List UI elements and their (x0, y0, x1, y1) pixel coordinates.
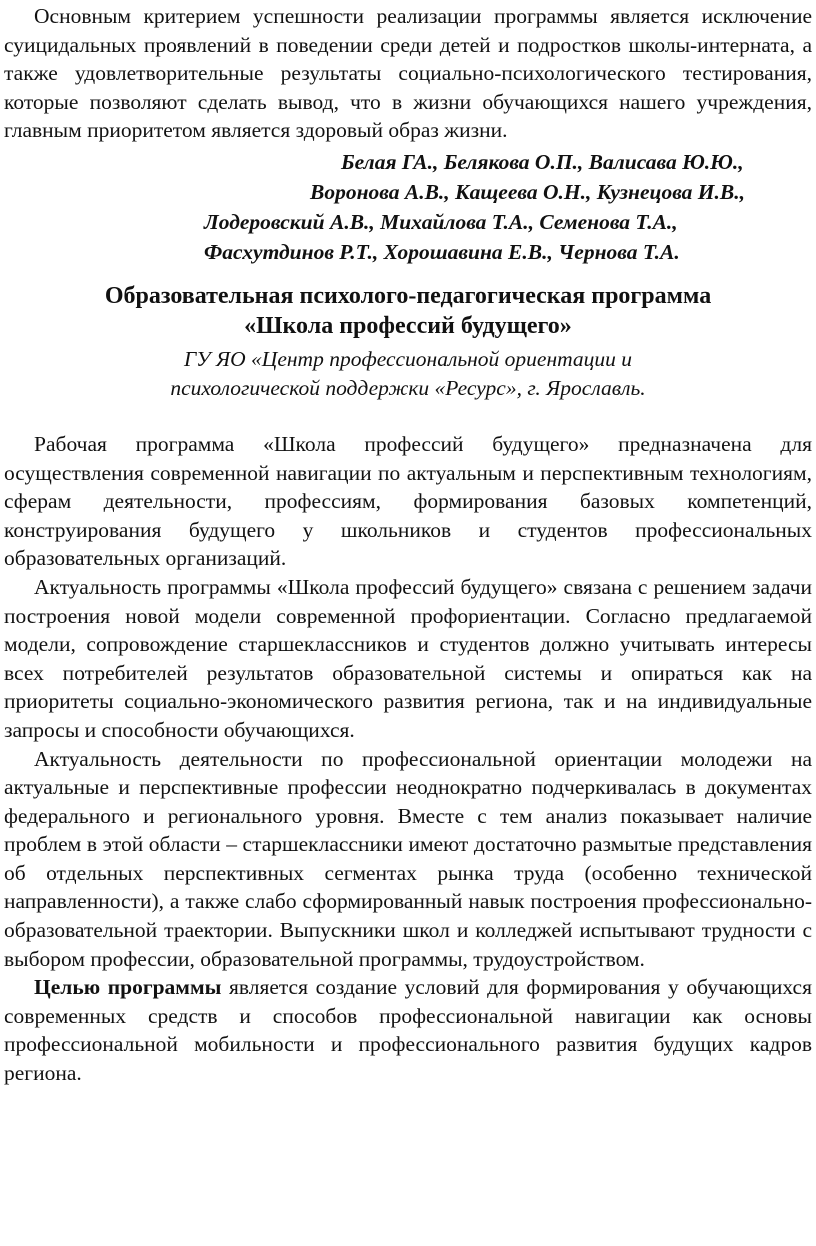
program-title-line: Образовательная психолого-педагогическая программа (104, 282, 712, 309)
paragraph-activity: Актуальность деятельности по профессиональной ориентации молодежи на актуальные и перспективные профессии неоднократно подчеркивалась в документах федерального и регионального уровня. Вместе с тем анализ показывает наличие проблем в этой области – старшеклассники имеют достаточно размытые представления об отдельных перспективных сегментах рынка труда (особенно технической направленности), а также слабо сформированный навык построения профессионально-образовательной траектории. Выпускники школ и колледжей испытывают трудности с выбором профессии, образовательной программы, трудоустройством. (4, 746, 812, 971)
goal-text: является создание условий для формирования у обучающихся современных средств и способов профессиональной навигации как основы профессиональной мобильности и профессионального развития будущих кадров региона. (4, 975, 812, 1086)
document-page (0, 2, 816, 1246)
intro-paragraph: Основным критерием успешности реализации программы является исключение суицидальных проявлений в поведении среди детей и подростков школы-интерната, а также удовлетворительные результаты социально-психологического тестирования, которые позволяют сделать вывод, что в жизни обучающихся нашего учреждения, главным приоритетом является здоровый образ жизни. (4, 4, 812, 143)
authors-line: Белая ГА., Белякова О.П., Валисава Ю.Ю., (341, 149, 744, 174)
organization-line: ГУ ЯО «Центр профессиональной ориентации и (183, 346, 633, 371)
goal-label: Целью программы (34, 975, 222, 1000)
spacer (4, 403, 812, 430)
program-title (4, 281, 812, 341)
authors-line: Воронова А.В., Кащеева О.Н., Кузнецова И.В., (310, 179, 745, 204)
paragraph-relevance: Актуальность программы «Школа профессий будущего» связана с решением задачи построения новой модели современной профориентации. Согласно предлагаемой модели, сопровождение старшеклассников и студентов должно учитывать интересы всех потребителей результатов образовательной системы и опираться как на приоритеты социально-экономического развития региона, так и на индивидуальные запросы и способности обучающихся. (4, 574, 812, 742)
paragraph-purpose: Рабочая программа «Школа профессий будущего» предназначена для осуществления современной навигации по актуальным и перспективным технологиям, сферам деятельности, профессиям, формирования базовых компетенций, конструирования будущего у школьников и студентов профессиональных образовательных организаций. (4, 431, 812, 571)
authors-line: Фасхутдинов Р.Т., Хорошавина Е.В., Чернова Т.А. (204, 239, 680, 264)
organization-line: психологической поддержки «Ресурс», г. Ярославль. (170, 375, 646, 400)
authors-line: Лодеровский А.В., Михайлова Т.А., Семенова Т.А., (204, 209, 678, 234)
organization (4, 345, 812, 403)
paragraph-goal (4, 973, 812, 1087)
program-title-line: «Школа профессий будущего» (244, 312, 572, 339)
authors-block (4, 147, 812, 267)
